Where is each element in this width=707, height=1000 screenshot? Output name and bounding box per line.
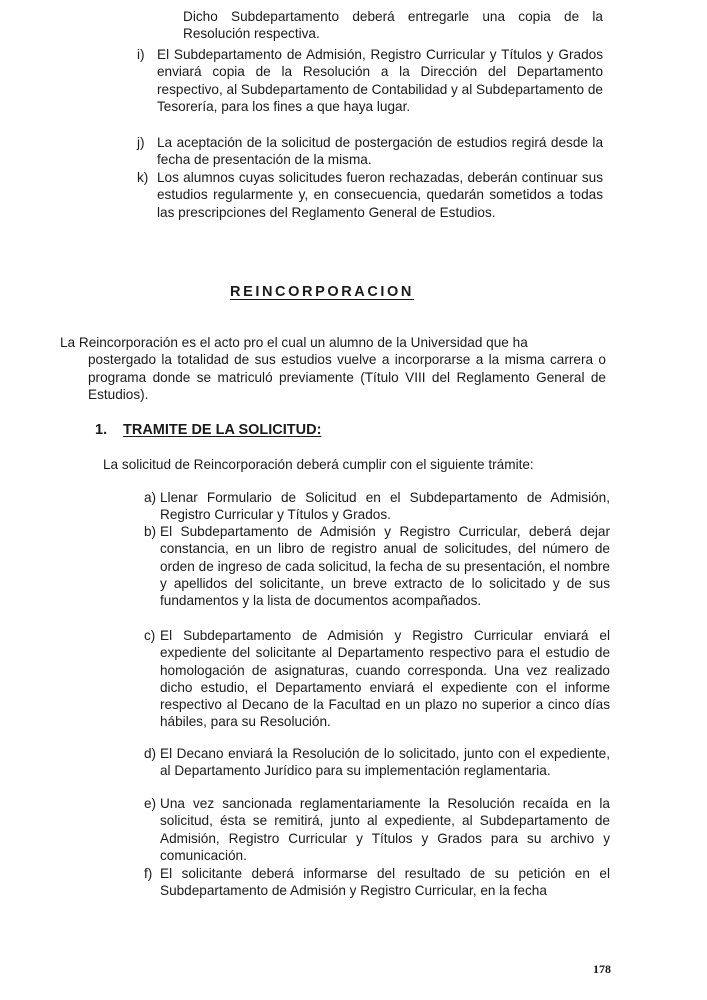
step-text: El Subdepartamento de Admisión y Registro Curricular, deberá dejar constancia, en un libro de registro anual de solicitudes, del número de orden de ingreso de cada solicitud, la fecha de su presentación, el nombre y apellidos del solicitante, un breve extracto de lo solicitado y de sus fundamentos y la lista de documentos acompañados.	[160, 524, 610, 609]
list-label: j)	[137, 135, 145, 150]
list-text: La aceptación de la solicitud de postergación de estudios regirá desde la fecha de presentación de la misma.	[157, 135, 603, 168]
step-label: f)	[144, 866, 153, 881]
intro-first-line: La Reincorporación es el acto pro el cual un alumno de la Universidad que ha	[60, 335, 528, 350]
intro-paragraph	[60, 334, 606, 403]
subsection-heading-text: TRAMITE DE LA SOLICITUD:	[123, 422, 322, 438]
intro-rest: postergado la totalidad de sus estudios vuelve a incorporarse a la misma carrera o programa donde se matriculó previamente (Título VIII del Reglamento General de Estudios).	[88, 352, 606, 402]
step-label: d)	[144, 746, 157, 761]
step-text: Llenar Formulario de Solicitud en el Subdepartamento de Admisión, Registro Curricular y Títulos y Grados.	[160, 490, 610, 523]
list-label: k)	[137, 170, 149, 185]
step-label: b)	[144, 524, 157, 539]
step-text: El Decano enviará la Resolución de lo solicitado, junto con el expediente, al Departamento Jurídico para su implementación reglamentaria.	[160, 746, 610, 779]
step-text: El solicitante deberá informarse del resultado de su petición en el Subdepartamento de Admisión y Registro Curricular, en la fecha	[160, 866, 610, 899]
step-label: e)	[144, 796, 157, 811]
step-text: El Subdepartamento de Admisión y Registro Curricular enviará el expediente del solicitante al Departamento respectivo para el estudio de homologación de asignaturas, cuando corresponda. Una vez realizado dicho estudio, el Departamento enviará el expediente con el informe respectivo al Decano de la Facultad en un plazo no superior a cinco días hábiles, para su Resolución.	[160, 628, 610, 730]
step-label: a)	[144, 490, 157, 505]
list-text: El Subdepartamento de Admisión, Registro Curricular y Títulos y Grados enviará copia de la Resolución a la Dirección del Departamento respectivo, al Subdepartamento de Contabilidad y al Subdepartamento de Tesorería, para los fines a que haya lugar.	[157, 47, 603, 114]
subsection-heading	[95, 422, 321, 439]
section-title: REINCORPORACION	[230, 284, 415, 300]
lead-paragraph: La solicitud de Reincorporación deberá cumplir con el siguiente trámite:	[103, 457, 534, 472]
list-label: i)	[137, 47, 145, 62]
subsection-number: 1.	[95, 422, 108, 438]
list-text: Los alumnos cuyas solicitudes fueron rechazadas, deberán continuar sus estudios regularmente y, en consecuencia, quedarán sometidos a todas las prescripciones del Reglamento General de Estudios.	[157, 170, 603, 220]
step-text: Una vez sancionada reglamentariamente la Resolución recaída en la solicitud, ésta se remitirá, junto al expediente, al Subdepartamento de Admisión, Registro Curricular y Títulos y Grados para su archivo y comunicación.	[160, 796, 610, 863]
continuation-paragraph: Dicho Subdepartamento deberá entregarle una copia de la Resolución respectiva.	[183, 9, 603, 42]
step-label: c)	[144, 628, 156, 643]
page-number: 178	[593, 962, 611, 976]
